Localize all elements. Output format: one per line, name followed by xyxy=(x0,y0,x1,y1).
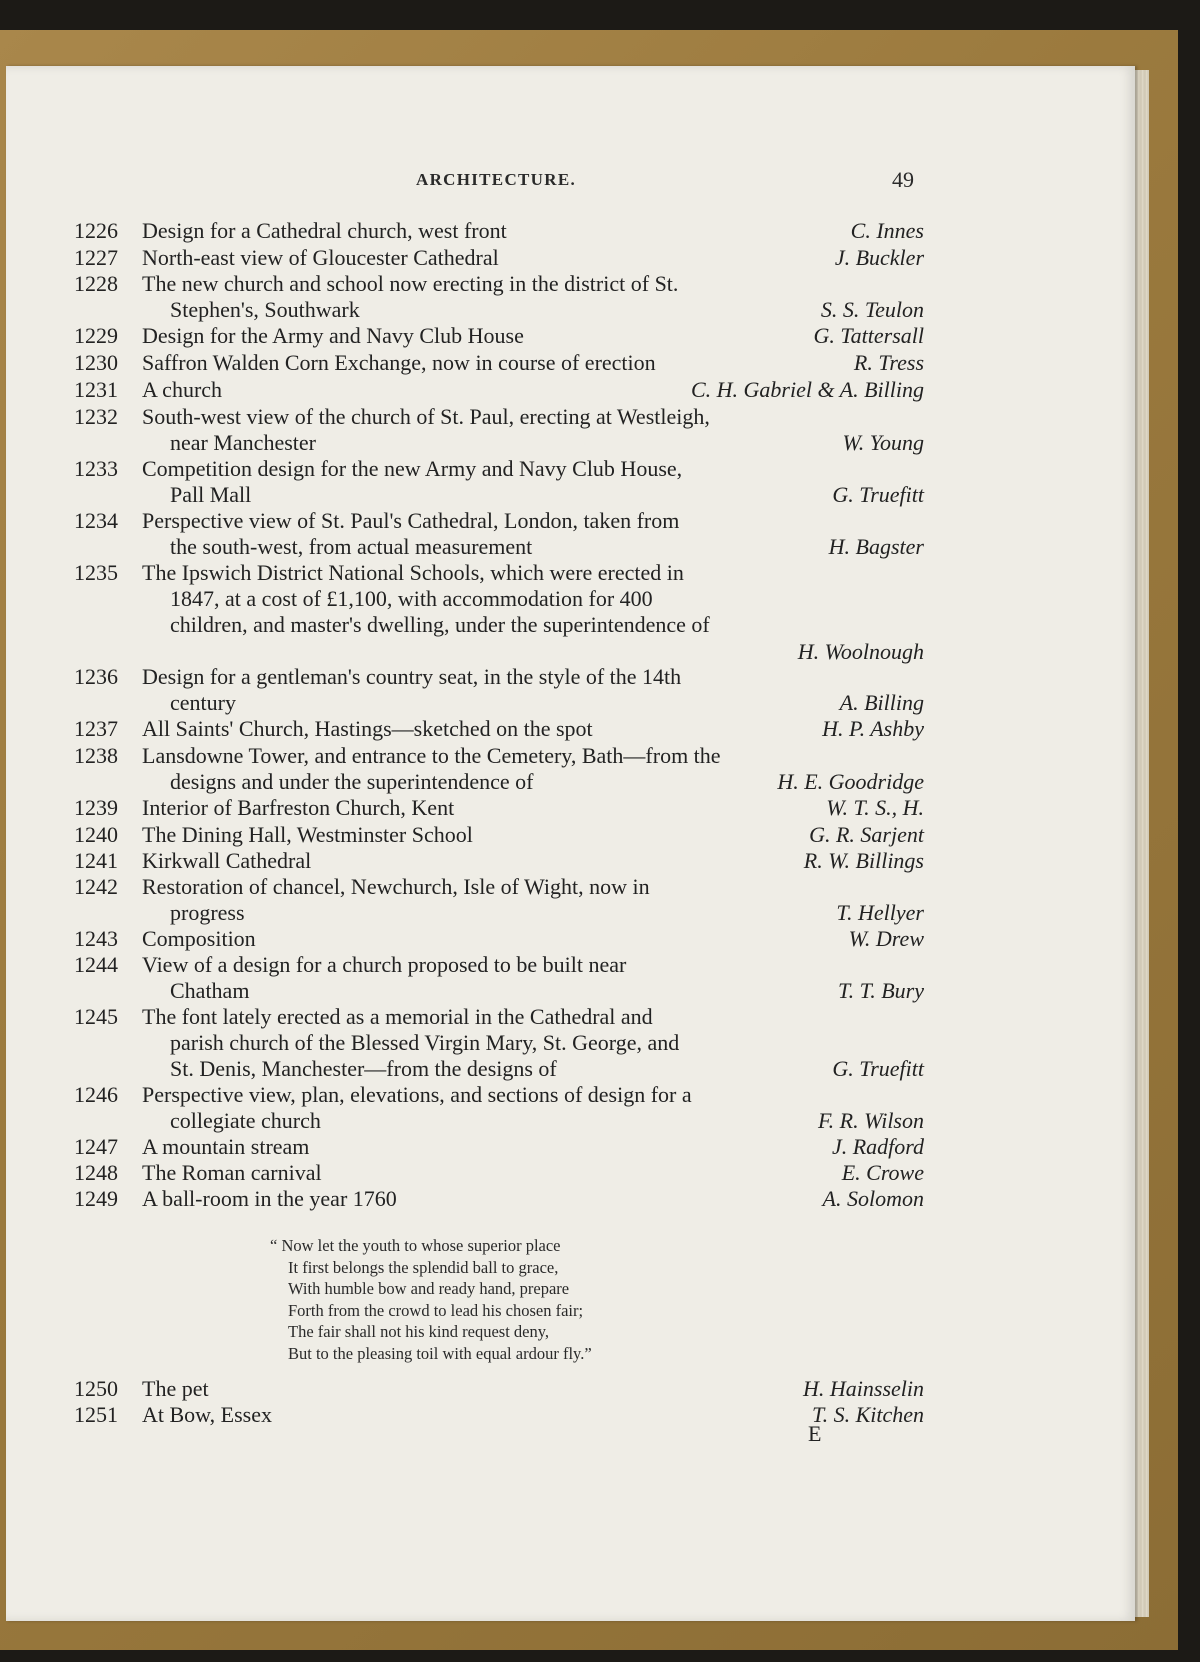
entry-title-line: North-east view of Gloucester Cathedral xyxy=(142,245,499,270)
entry-title-line: Lansdowne Tower, and entrance to the Cemetery, Bath—from the xyxy=(142,743,721,768)
verse-line: It first belongs the splendid ball to grace, xyxy=(288,1257,559,1277)
entry-number: 1240 xyxy=(74,822,118,847)
artist-name: F. R. Wilson xyxy=(818,1108,924,1134)
entry-title-line: The Roman carnival xyxy=(142,1160,322,1185)
verse-line: With humble bow and ready hand, prepare xyxy=(288,1279,570,1298)
entry-number: 1237 xyxy=(74,716,118,741)
entry-title-line: Stephen's, Southwark xyxy=(170,297,360,323)
artist-name: A. Solomon xyxy=(822,1186,924,1211)
artist-name: S. S. Teulon xyxy=(820,297,924,323)
entry-number: 1242 xyxy=(74,874,118,899)
artist-name: J. Buckler xyxy=(834,245,924,270)
entry-title-line: 1847, at a cost of £1,100, with accommodation for 400 xyxy=(170,586,653,612)
artist-name: G. Truefitt xyxy=(832,1056,924,1082)
entry-title-line: A church xyxy=(142,377,223,402)
artist-name: H. P. Ashby xyxy=(822,716,924,741)
entry-number: 1244 xyxy=(74,952,118,977)
entry-number: 1234 xyxy=(74,508,118,533)
entry-number: 1228 xyxy=(74,271,118,296)
entry-title-line: At Bow, Essex xyxy=(142,1402,272,1427)
entry-title-line: children, and master's dwelling, under the superintendence of xyxy=(170,612,710,638)
entry-title-line: Interior of Barfreston Church, Kent xyxy=(142,795,455,820)
entry-title-line: Design for a gentleman's country seat, in the style of the 14th xyxy=(142,664,682,689)
artist-name: E. Crowe xyxy=(841,1160,924,1185)
entry-title-line: View of a design for a church proposed to be built near xyxy=(142,952,627,977)
artist-name: G. R. Sarjent xyxy=(809,822,924,847)
entry-title-line: A ball-room in the year 1760 xyxy=(142,1186,397,1211)
artist-name: G. Tattersall xyxy=(813,323,924,348)
entry-title-line: Pall Mall xyxy=(170,482,252,508)
artist-name: T. Hellyer xyxy=(836,900,924,926)
artist-name: H. Hainsselin xyxy=(803,1376,924,1401)
page-number: 49 xyxy=(892,167,914,192)
entry-number: 1239 xyxy=(74,795,118,820)
artist-name: R. Tress xyxy=(853,350,924,375)
signature-mark: E xyxy=(808,1421,822,1446)
entry-title-line: Competition design for the new Army and Navy Club House, xyxy=(142,456,683,481)
entry-number: 1248 xyxy=(74,1160,118,1185)
entry-number: 1227 xyxy=(74,245,118,270)
entry-number: 1238 xyxy=(74,743,118,768)
entry-title-line: progress xyxy=(170,900,245,926)
artist-name: G. Truefitt xyxy=(832,482,924,508)
artist-name: H. Bagster xyxy=(828,534,924,560)
entry-number: 1230 xyxy=(74,350,118,375)
artist-name: H. E. Goodridge xyxy=(777,769,924,795)
entry-number: 1235 xyxy=(74,560,118,585)
entry-title-line: South-west view of the church of St. Paul, erecting at Westleigh, xyxy=(142,404,710,429)
entry-title-line: Composition xyxy=(142,926,256,951)
running-head: ARCHITECTURE. xyxy=(416,170,577,189)
entry-number: 1250 xyxy=(74,1376,118,1401)
artist-name: W. T. S., H. xyxy=(826,795,924,820)
artist-name: T. T. Bury xyxy=(838,978,924,1004)
entry-title-line: The font lately erected as a memorial in the Cathedral and xyxy=(142,1004,653,1029)
verse-quotation xyxy=(270,1235,750,1364)
entry-title-line: collegiate church xyxy=(170,1108,321,1134)
verse-line: The fair shall not his kind request deny, xyxy=(288,1322,550,1341)
entry-title-line: Perspective view of St. Paul's Cathedral, London, taken from xyxy=(142,508,680,533)
entry-title-line: All Saints' Church, Hastings—sketched on the spot xyxy=(142,716,593,741)
entry-title-line: Chatham xyxy=(170,978,250,1004)
page-header xyxy=(0,167,1200,194)
verse-line: Forth from the crowd to lead his chosen fair; xyxy=(288,1300,584,1320)
entry-title-line: the south-west, from actual measurement xyxy=(170,534,533,560)
artist-name: R. W. Billings xyxy=(803,848,924,873)
entry-title-line: designs and under the superintendence of xyxy=(170,769,534,795)
entry-title-line: Restoration of chancel, Newchurch, Isle of Wight, now in xyxy=(142,874,650,899)
entry-title-line: Design for the Army and Navy Club House xyxy=(142,323,524,348)
entry-number: 1226 xyxy=(74,218,118,243)
entry-number: 1246 xyxy=(74,1082,118,1107)
artist-name: W. Drew xyxy=(848,926,924,951)
entry-number: 1232 xyxy=(74,404,118,429)
entry-title-line: century xyxy=(170,690,236,716)
entry-number: 1236 xyxy=(74,664,118,689)
entry-title-line: Design for a Cathedral church, west front xyxy=(142,218,507,243)
entry-number: 1233 xyxy=(74,456,118,481)
entry-number: 1243 xyxy=(74,926,118,951)
verse-line: But to the pleasing toil with equal ardour fly.” xyxy=(288,1343,592,1363)
entry-title-line: A mountain stream xyxy=(142,1134,310,1159)
artist-name: A. Billing xyxy=(839,690,924,716)
entry-title-line: St. Denis, Manchester—from the designs of xyxy=(170,1056,557,1082)
artist-name: C. Innes xyxy=(850,218,924,243)
artist-name: H. Woolnough xyxy=(797,638,924,664)
entry-number: 1229 xyxy=(74,323,118,348)
entry-title-line: Kirkwall Cathedral xyxy=(142,848,312,873)
entry-title-line: Perspective view, plan, elevations, and sections of design for a xyxy=(142,1082,692,1107)
entry-number: 1249 xyxy=(74,1186,118,1211)
entry-title-line: The Ipswich District National Schools, which were erected in xyxy=(142,560,684,585)
entry-title-line: The Dining Hall, Westminster School xyxy=(142,822,473,847)
entry-number: 1247 xyxy=(74,1134,118,1159)
entry-title-line: The pet xyxy=(142,1376,209,1401)
artist-name: J. Radford xyxy=(831,1134,924,1159)
verse-line: “ Now let the youth to whose superior place xyxy=(270,1236,561,1255)
entry-title-line: near Manchester xyxy=(170,430,316,456)
artist-name: C. H. Gabriel & A. Billing xyxy=(690,377,924,402)
entry-title-line: Saffron Walden Corn Exchange, now in course of erection xyxy=(142,350,656,375)
entry-title-line: The new church and school now erecting in the district of St. xyxy=(142,271,679,296)
artist-name: T. S. Kitchen xyxy=(811,1402,924,1427)
entry-number: 1231 xyxy=(74,377,118,402)
artist-name: W. Young xyxy=(842,430,924,456)
entry-number: 1245 xyxy=(74,1004,118,1029)
entry-number: 1241 xyxy=(74,848,118,873)
entry-title-line: parish church of the Blessed Virgin Mary, St. George, and xyxy=(170,1030,680,1056)
entry-number: 1251 xyxy=(74,1402,118,1427)
page-edges xyxy=(1135,70,1149,1617)
